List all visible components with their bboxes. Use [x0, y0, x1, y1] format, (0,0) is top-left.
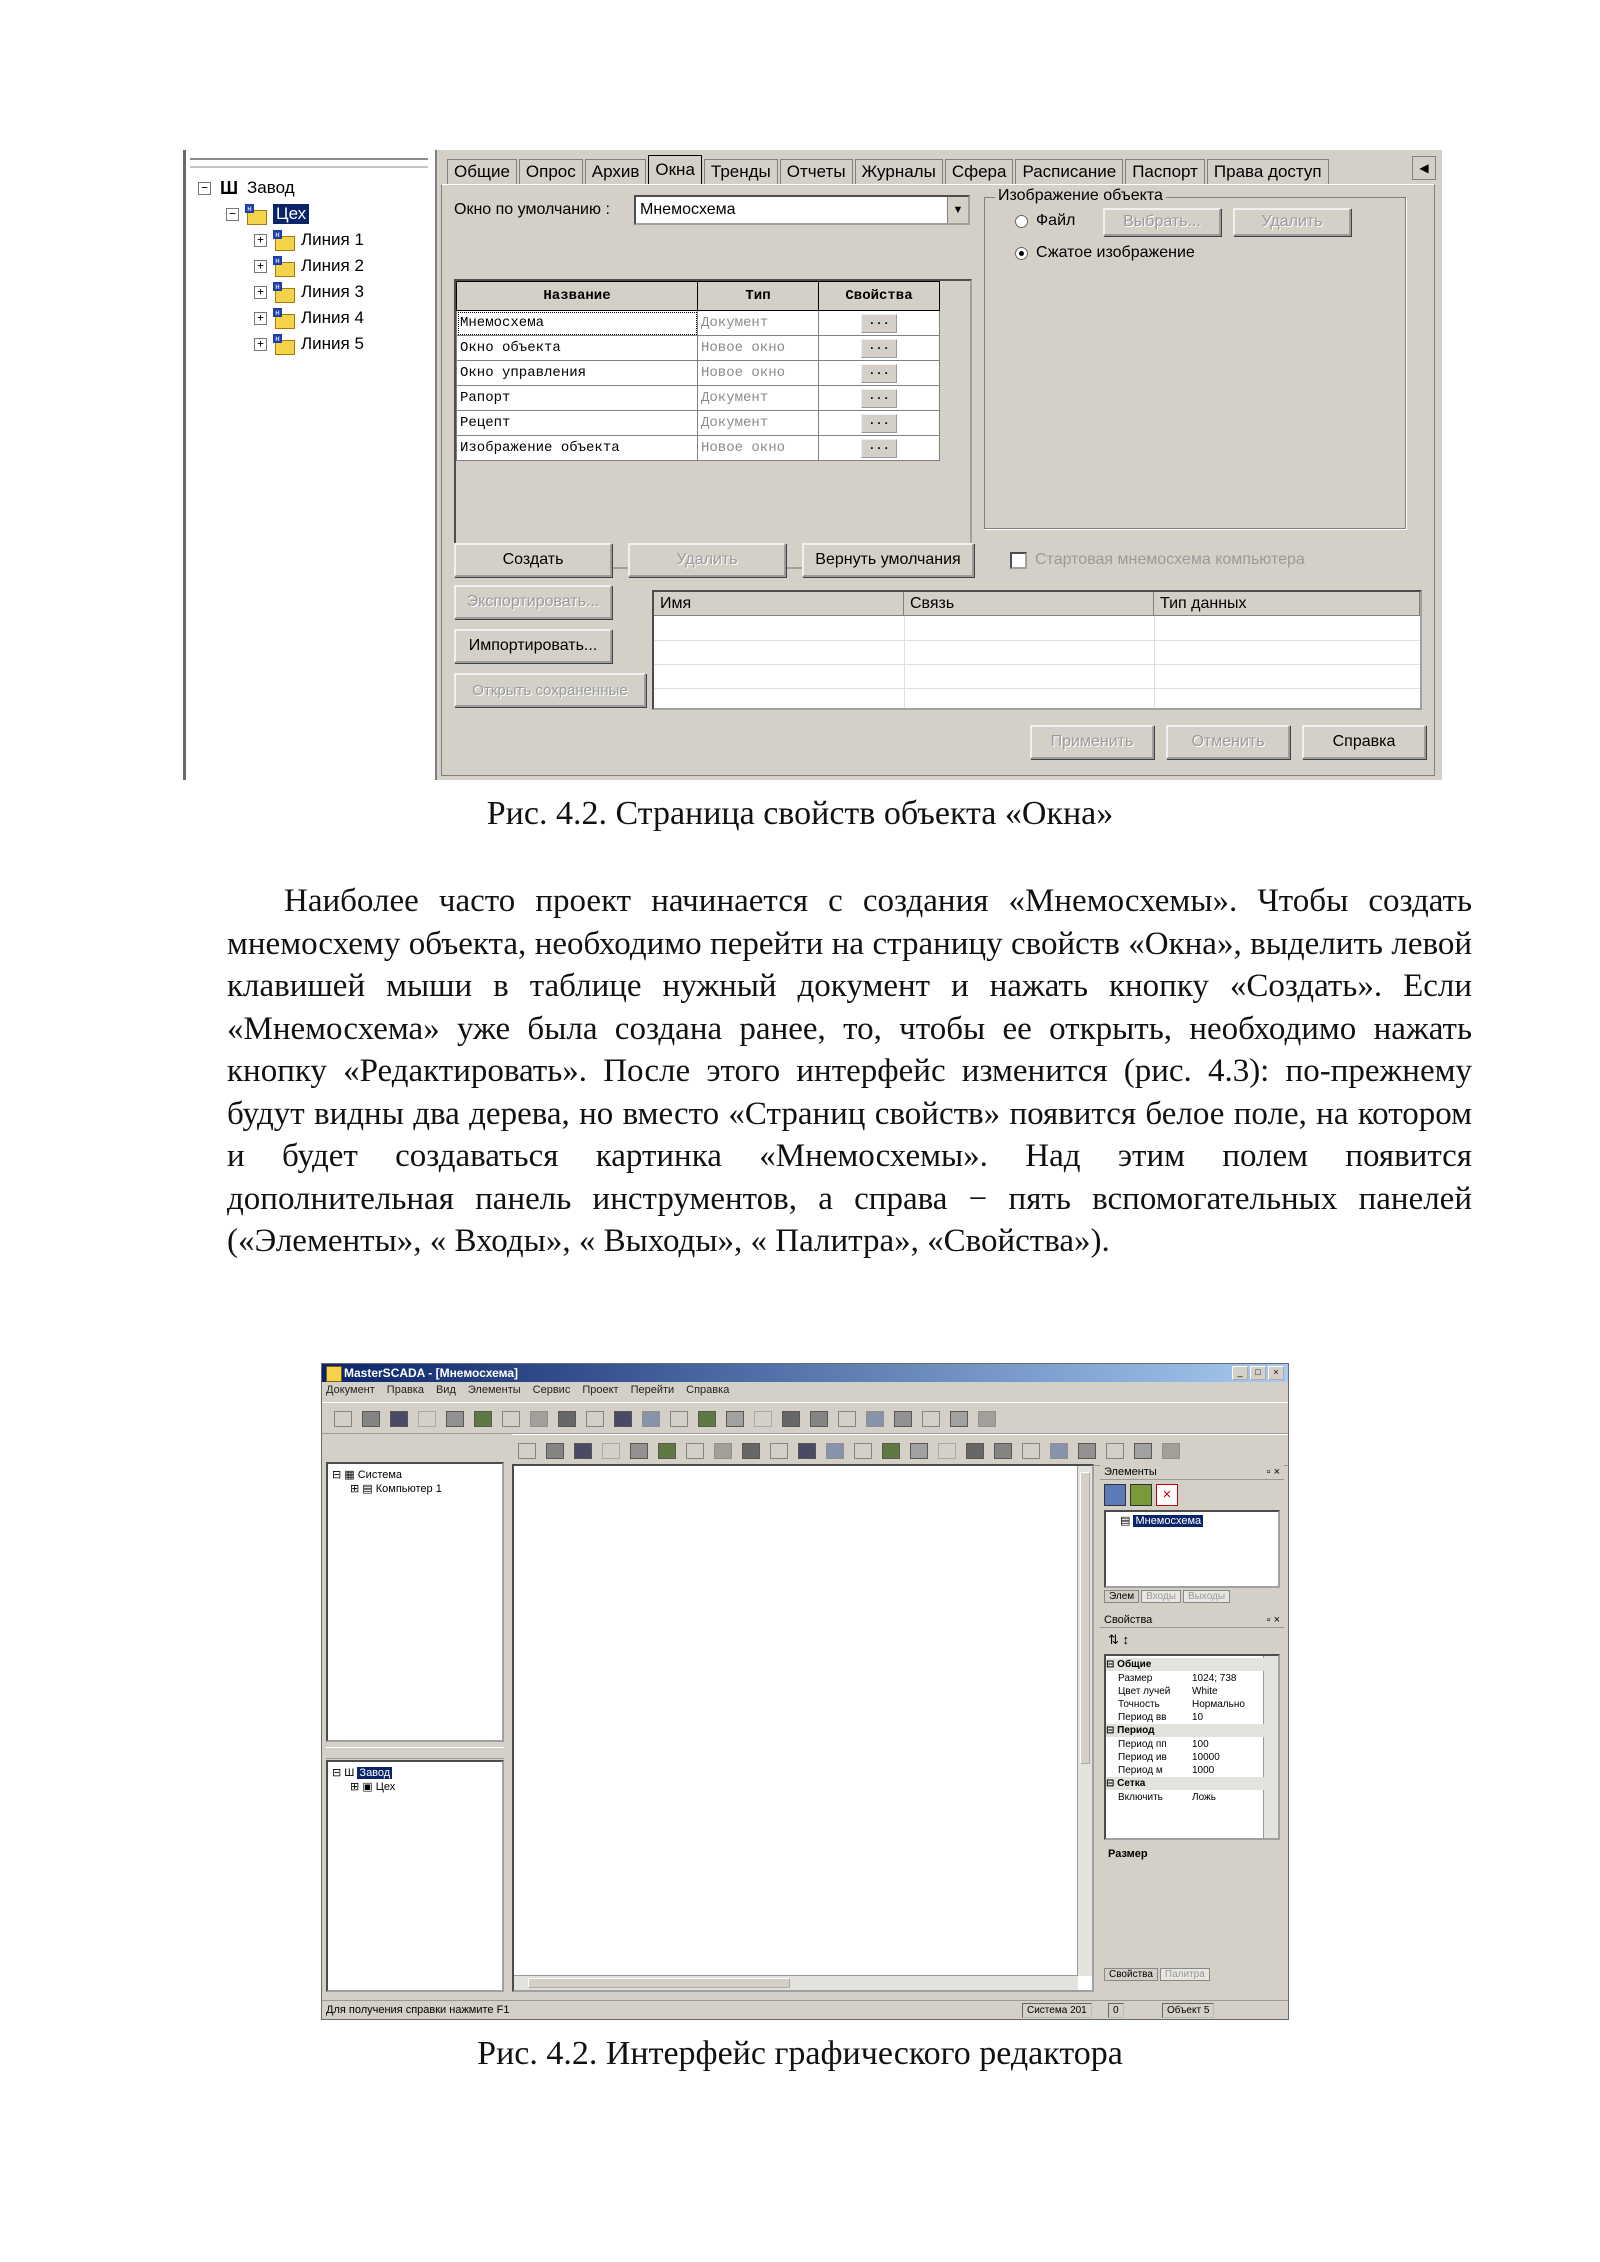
table-row[interactable]: [457, 336, 940, 361]
mnemonic-canvas[interactable]: [512, 1464, 1094, 1992]
toolbar-tool-icon[interactable]: [1134, 1443, 1152, 1459]
default-window-value: Мнемосхема: [640, 201, 736, 218]
toolbar-tool-icon[interactable]: [742, 1443, 760, 1459]
tab-page-windows: [441, 184, 1435, 776]
row-name: Окно управления: [457, 361, 698, 386]
table-row[interactable]: [457, 311, 940, 336]
col-header-type: Тип: [698, 282, 819, 311]
toolbar-tool-icon[interactable]: [910, 1443, 928, 1459]
tree-node-computer[interactable]: ⊞ ▤ Компьютер 1: [350, 1483, 442, 1495]
toolbar-tool-icon[interactable]: [642, 1411, 660, 1427]
create-button[interactable]: Создать: [454, 543, 612, 577]
default-window-label: Окно по умолчанию :: [454, 201, 610, 218]
toolbar-tool-icon[interactable]: [854, 1443, 872, 1459]
tree-node-line[interactable]: [254, 228, 364, 252]
row-type: Новое окно: [698, 336, 819, 361]
menu-item-2[interactable]: Вид: [435, 1384, 456, 1396]
col-header-var-name: Имя: [654, 592, 904, 616]
tab-1[interactable]: Опрос: [519, 159, 583, 184]
toolbar-tool-icon[interactable]: [726, 1411, 744, 1427]
apply-button[interactable]: Применить: [1030, 725, 1154, 759]
toolbar-tool-icon[interactable]: [894, 1411, 912, 1427]
folder-icon: н: [273, 282, 295, 302]
elements-toolbar: [1104, 1484, 1280, 1508]
table-row[interactable]: [457, 411, 940, 436]
figure1-caption: Рис. 4.2. Страница свойств объекта «Окна»: [486, 795, 1114, 832]
tree-node-line[interactable]: [254, 332, 364, 356]
choose-file-button[interactable]: Выбрать...: [1103, 208, 1221, 236]
folder-icon: н: [245, 204, 267, 224]
panel-tab-2[interactable]: Выходы: [1183, 1590, 1230, 1603]
properties-panel: [435, 150, 1442, 780]
toolbar-tool-icon[interactable]: [670, 1411, 688, 1427]
window-title: MasterSCADA - [Мнемосхема]: [322, 1364, 1288, 1382]
property-name: Период ив: [1118, 1752, 1167, 1763]
radio-icon[interactable]: [1015, 215, 1028, 228]
property-row[interactable]: [1106, 1711, 1278, 1724]
menu-bar: [326, 1384, 729, 1396]
app-icon: [326, 1366, 342, 1382]
graphic-editor-figure: [321, 1363, 1289, 2020]
tree-line-label: Линия 1: [301, 230, 364, 249]
properties-grid: [1104, 1654, 1280, 1840]
property-value: 10: [1192, 1712, 1204, 1723]
toolbar-tool-icon[interactable]: [518, 1443, 536, 1459]
properties-button[interactable]: ...: [861, 314, 897, 333]
toolbar-tool-icon[interactable]: [826, 1443, 844, 1459]
restore-defaults-button[interactable]: Вернуть умолчания: [802, 543, 974, 577]
row-props: [819, 311, 940, 336]
toolbar-tool-icon[interactable]: [754, 1411, 772, 1427]
main-toolbar: [322, 1402, 1288, 1434]
toolbar-tool-icon[interactable]: [882, 1443, 900, 1459]
row-props: [819, 336, 940, 361]
grid-line: [654, 688, 1420, 689]
properties-button[interactable]: ...: [861, 364, 897, 383]
tree-root-label: Завод: [247, 178, 295, 197]
status-object: [1162, 2003, 1214, 2018]
toolbar-tool-icon[interactable]: [362, 1411, 380, 1427]
minimize-icon[interactable]: _: [1232, 1366, 1248, 1380]
toolbar-tool-icon[interactable]: [602, 1443, 620, 1459]
property-row[interactable]: [1106, 1685, 1278, 1698]
grid-line: [654, 664, 1420, 665]
expand-icon[interactable]: +: [254, 338, 267, 351]
expand-icon[interactable]: +: [254, 312, 267, 325]
menu-item-0[interactable]: Документ: [326, 1384, 375, 1396]
compressed-radio[interactable]: [1015, 244, 1195, 262]
property-group[interactable]: ⊟ Период: [1106, 1724, 1278, 1737]
status-counter-value: 0: [1113, 2005, 1119, 2016]
property-name: Цвет лучей: [1118, 1686, 1171, 1697]
help-button[interactable]: Справка: [1302, 725, 1426, 759]
tree-node-root[interactable]: [198, 176, 295, 200]
expand-icon[interactable]: +: [254, 234, 267, 247]
open-saved-button[interactable]: Открыть сохраненные: [454, 673, 646, 707]
properties-button[interactable]: ...: [861, 414, 897, 433]
property-value: 10000: [1192, 1752, 1220, 1763]
tree-line-label: Линия 4: [301, 308, 364, 327]
window-properties-figure: [183, 150, 1440, 780]
mnemonic-item-label: Мнемосхема: [1135, 1515, 1202, 1527]
toolbar-tool-icon[interactable]: [1106, 1443, 1124, 1459]
toolbar-tool-icon[interactable]: [418, 1411, 436, 1427]
toolbar-tool-icon[interactable]: [810, 1411, 828, 1427]
tab-4[interactable]: Тренды: [704, 159, 778, 184]
row-type: Новое окно: [698, 361, 819, 386]
toolbar-tool-icon[interactable]: [334, 1411, 352, 1427]
compressed-radio-label: Сжатое изображение: [1036, 244, 1195, 261]
toolbar-tool-icon[interactable]: [446, 1411, 464, 1427]
startup-checkbox-label: Стартовая мнемосхема компьютера: [1035, 551, 1305, 568]
expand-icon[interactable]: +: [254, 286, 267, 299]
computer-label: Компьютер 1: [375, 1483, 442, 1495]
toolbar-tool-icon[interactable]: [630, 1443, 648, 1459]
row-name: Мнемосхема: [457, 311, 698, 336]
col-header-link: Связь: [904, 592, 1154, 616]
toolbar-tool-icon[interactable]: [994, 1443, 1012, 1459]
toolbar-tool-icon[interactable]: [938, 1443, 956, 1459]
tab-7[interactable]: Сфера: [945, 159, 1014, 184]
property-group-label: Период: [1117, 1725, 1155, 1736]
object-tree-pane: [326, 1760, 504, 1992]
row-name: Рапорт: [457, 386, 698, 411]
menu-item-1[interactable]: Правка: [386, 1384, 424, 1396]
properties-button[interactable]: ...: [861, 389, 897, 408]
tab-strip: [447, 154, 1331, 184]
image-group-title: Изображение объекта: [995, 187, 1166, 205]
scroll-thumb[interactable]: [528, 1978, 790, 1988]
tab-5[interactable]: Отчеты: [780, 159, 853, 184]
toolbar-tool-icon[interactable]: [798, 1443, 816, 1459]
table-row[interactable]: [457, 361, 940, 386]
elements-tabs: [1104, 1590, 1230, 1603]
tree-line-label: Линия 5: [301, 334, 364, 353]
factory-icon: Ш: [219, 178, 239, 198]
status-counter: [1108, 2003, 1124, 2018]
status-hint: Для получения справки нажмите F1: [326, 2004, 510, 2016]
tab-9[interactable]: Паспорт: [1125, 159, 1205, 184]
chevron-down-icon[interactable]: ▼: [947, 197, 968, 223]
menu-item-5[interactable]: Проект: [582, 1384, 619, 1396]
toolbar-tool-icon[interactable]: [866, 1411, 884, 1427]
row-type: Документ: [698, 411, 819, 436]
property-row[interactable]: [1106, 1672, 1278, 1685]
maximize-icon[interactable]: □: [1250, 1366, 1266, 1380]
status-system: [1022, 2003, 1092, 2018]
table-row[interactable]: [457, 436, 940, 461]
tree-node-line[interactable]: [254, 254, 364, 278]
toolbar-tool-icon[interactable]: [502, 1411, 520, 1427]
tab-2[interactable]: Архив: [585, 159, 647, 184]
shop-label: Цех: [375, 1781, 396, 1793]
elements-panel-title: Элементы: [1104, 1466, 1157, 1478]
object-tree: [183, 150, 436, 780]
toolbar-tool-icon[interactable]: [1078, 1443, 1096, 1459]
tab-scroll-left-icon[interactable]: ◀: [1412, 156, 1436, 180]
panel-pin-close-icon[interactable]: ▫ ×: [1266, 1614, 1280, 1626]
row-name: Окно объекта: [457, 336, 698, 361]
property-name: Период м: [1118, 1765, 1163, 1776]
default-window-select[interactable]: [634, 195, 970, 225]
tree-line-label: Линия 2: [301, 256, 364, 275]
row-props: [819, 361, 940, 386]
toolbar-tool-icon[interactable]: [698, 1411, 716, 1427]
figure2-caption: Рис. 4.2. Интерфейс графического редактора: [477, 2035, 1123, 2072]
properties-tabs: [1104, 1968, 1210, 1981]
property-name: Размер: [1118, 1673, 1153, 1684]
delete-image-button[interactable]: Удалить: [1233, 208, 1351, 236]
property-row[interactable]: [1106, 1751, 1278, 1764]
tree-node-shop[interactable]: ⊞ ▣ Цех: [350, 1781, 396, 1793]
tab-10[interactable]: Права доступ: [1207, 159, 1329, 184]
expand-icon[interactable]: +: [254, 260, 267, 273]
grid-line: [1154, 616, 1155, 708]
row-props: [819, 436, 940, 461]
menu-item-3[interactable]: Элементы: [467, 1384, 521, 1396]
row-type: Документ: [698, 386, 819, 411]
pane-splitter[interactable]: [326, 1747, 504, 1759]
col-header-name: Название: [457, 282, 698, 311]
sort-icon[interactable]: ⇅ ↕: [1108, 1632, 1130, 1647]
property-value: 1024; 738: [1192, 1673, 1237, 1684]
tab-8[interactable]: Расписание: [1015, 159, 1123, 184]
toolbar-tool-icon[interactable]: [530, 1411, 548, 1427]
close-icon[interactable]: ×: [1268, 1366, 1284, 1380]
property-name: Период вв: [1118, 1712, 1167, 1723]
system-tree-pane: [326, 1462, 504, 1742]
folder-icon: н: [273, 308, 295, 328]
panel-tab-1[interactable]: Палитра: [1160, 1968, 1210, 1981]
tab-0[interactable]: Общие: [447, 159, 517, 184]
delete-button[interactable]: Удалить: [628, 543, 786, 577]
row-props: [819, 411, 940, 436]
folder-icon: н: [273, 256, 295, 276]
properties-panel-header: [1100, 1612, 1284, 1628]
col-header-props: Свойства: [819, 282, 940, 311]
collapse-icon[interactable]: −: [198, 182, 211, 195]
property-name: Включить: [1118, 1792, 1163, 1803]
property-description-title: Размер: [1108, 1848, 1148, 1860]
toolbar-tool-icon[interactable]: [978, 1411, 996, 1427]
status-object-label: Объект: [1167, 2005, 1202, 2016]
export-button[interactable]: Экспортировать...: [454, 585, 612, 619]
toolbar-tool-icon[interactable]: [614, 1411, 632, 1427]
toolbar-tool-icon[interactable]: [950, 1411, 968, 1427]
panel-pin-close-icon[interactable]: ▫ ×: [1266, 1466, 1280, 1478]
paragraph-text: Наиболее часто проект начинается с создания «Мнемосхемы». Чтобы создать мнемосхему объекта, необходимо перейти на страницу свойств «Окна», выделить левой клавишей мыши в таблице нужный документ и нажать кнопку «Создать». Если «Мнемосхема» уже была создана ранее, то, чтобы ее открыть, необходимо нажать кнопку «Редактировать». После этого интерфейс изменится (рис. 4.3): по-прежнему будут видны два дерева, но вместо «Страниц свойств» появится белое поле, на котором и будет создаваться картинка «Мнемосхемы». Над этим полем появится дополнительная панель инструментов, а справа − пять вспомогательных панелей («Элементы», « Входы», « Выходы», « Палитра», «Свойства»).: [227, 883, 1472, 1259]
folder-icon: н: [273, 230, 295, 250]
toolbar-tool-icon[interactable]: [474, 1411, 492, 1427]
toolbar-tool-icon[interactable]: [586, 1411, 604, 1427]
toolbar-tool-icon[interactable]: [770, 1443, 788, 1459]
toolbar-tool-icon[interactable]: [546, 1443, 564, 1459]
property-name: Период пп: [1118, 1739, 1167, 1750]
toolbar-tool-icon[interactable]: [658, 1443, 676, 1459]
tree-child-label: Цех: [273, 204, 309, 224]
body-paragraph: [227, 880, 1472, 1263]
canvas-horizontal-scrollbar[interactable]: [514, 1975, 1078, 1990]
startup-checkbox[interactable]: [1010, 551, 1305, 569]
tree-node-line[interactable]: [254, 306, 364, 330]
row-type: Документ: [698, 311, 819, 336]
toolbar-tool-icon[interactable]: [686, 1443, 704, 1459]
properties-panel-title: Свойства: [1104, 1614, 1153, 1626]
property-value: Нормально: [1192, 1699, 1245, 1710]
image-group: [984, 187, 1406, 529]
properties-button[interactable]: ...: [861, 439, 897, 458]
tree-header-bar: [190, 158, 428, 168]
toolbar-tool-icon[interactable]: [1050, 1443, 1068, 1459]
tree-node-child[interactable]: [226, 202, 309, 226]
system-label: Система: [357, 1469, 403, 1481]
tree-line-label: Линия 3: [301, 282, 364, 301]
import-button[interactable]: Импортировать...: [454, 629, 612, 663]
tree-node-factory[interactable]: ⊟ Ш Завод: [332, 1767, 391, 1779]
file-radio[interactable]: [1015, 212, 1075, 230]
toolbar-tool-icon[interactable]: [782, 1411, 800, 1427]
windows-table: [454, 279, 972, 569]
properties-button[interactable]: ...: [861, 339, 897, 358]
menu-item-4[interactable]: Сервис: [532, 1384, 571, 1396]
elements-list: [1104, 1510, 1280, 1588]
element-tool-icon[interactable]: [1130, 1484, 1152, 1506]
property-group-label: Общие: [1117, 1659, 1152, 1670]
toolbar-tool-icon[interactable]: [574, 1443, 592, 1459]
toolbar-tool-icon[interactable]: [390, 1411, 408, 1427]
editor-toolbar: [512, 1434, 1288, 1466]
property-row[interactable]: [1106, 1698, 1278, 1711]
toolbar-tool-icon[interactable]: [838, 1411, 856, 1427]
folder-icon: н: [273, 334, 295, 354]
factory-label: Завод: [359, 1767, 391, 1779]
table-row[interactable]: [457, 386, 940, 411]
elements-panel-header: [1100, 1464, 1284, 1480]
status-system-count: 201: [1070, 2005, 1087, 2016]
property-row[interactable]: [1106, 1764, 1278, 1777]
status-system-label: Система: [1027, 2005, 1068, 2016]
panel-tab-0[interactable]: Элем: [1104, 1590, 1139, 1603]
row-type: Новое окно: [698, 436, 819, 461]
grid-line: [654, 640, 1420, 641]
property-group[interactable]: ⊟ Общие: [1106, 1658, 1278, 1671]
delete-element-icon[interactable]: ✕: [1156, 1484, 1178, 1506]
property-group-label: Сетка: [1117, 1778, 1146, 1789]
window-controls: [1232, 1366, 1284, 1380]
col-header-data-type: Тип данных: [1154, 592, 1420, 616]
toolbar-tool-icon[interactable]: [922, 1411, 940, 1427]
element-tool-icon[interactable]: [1104, 1484, 1126, 1506]
panel-tab-1[interactable]: Входы: [1141, 1590, 1181, 1603]
menu-item-6[interactable]: Перейти: [630, 1384, 675, 1396]
menu-item-7[interactable]: Справка: [686, 1384, 730, 1396]
toolbar-tool-icon[interactable]: [714, 1443, 732, 1459]
tab-3[interactable]: Окна: [648, 155, 702, 185]
property-group[interactable]: ⊟ Сетка: [1106, 1777, 1278, 1790]
status-bar: [322, 2000, 1288, 2019]
property-value: White: [1192, 1686, 1218, 1697]
property-name: Точность: [1118, 1699, 1160, 1710]
property-row[interactable]: [1106, 1738, 1278, 1751]
row-name: Изображение объекта: [457, 436, 698, 461]
toolbar-tool-icon[interactable]: [1162, 1443, 1180, 1459]
collapse-icon[interactable]: −: [226, 208, 239, 221]
status-object-count: 5: [1203, 2005, 1210, 2016]
property-value: 100: [1192, 1739, 1209, 1750]
property-value: 1000: [1192, 1765, 1215, 1776]
file-radio-label: Файл: [1036, 212, 1076, 229]
list-item[interactable]: ▤ Мнемосхема: [1120, 1515, 1202, 1527]
property-row[interactable]: [1106, 1791, 1278, 1804]
tab-6[interactable]: Журналы: [855, 159, 943, 184]
cancel-button[interactable]: Отменить: [1166, 725, 1290, 759]
grid-line: [904, 616, 905, 708]
panel-tab-0[interactable]: Свойства: [1104, 1968, 1158, 1981]
property-value: Ложь: [1192, 1792, 1216, 1803]
toolbar-tool-icon[interactable]: [558, 1411, 576, 1427]
scroll-thumb[interactable]: [1080, 1472, 1090, 1764]
variables-table: [652, 590, 1422, 710]
canvas-vertical-scrollbar[interactable]: [1077, 1466, 1092, 1976]
radio-selected-icon[interactable]: [1015, 247, 1028, 260]
tree-node-system[interactable]: ⊟ ▦ Система: [332, 1469, 403, 1481]
toolbar-tool-icon[interactable]: [1022, 1443, 1040, 1459]
toolbar-tool-icon[interactable]: [966, 1443, 984, 1459]
row-name: Рецепт: [457, 411, 698, 436]
tree-node-line[interactable]: [254, 280, 364, 304]
checkbox-icon[interactable]: [1010, 552, 1027, 569]
row-props: [819, 386, 940, 411]
